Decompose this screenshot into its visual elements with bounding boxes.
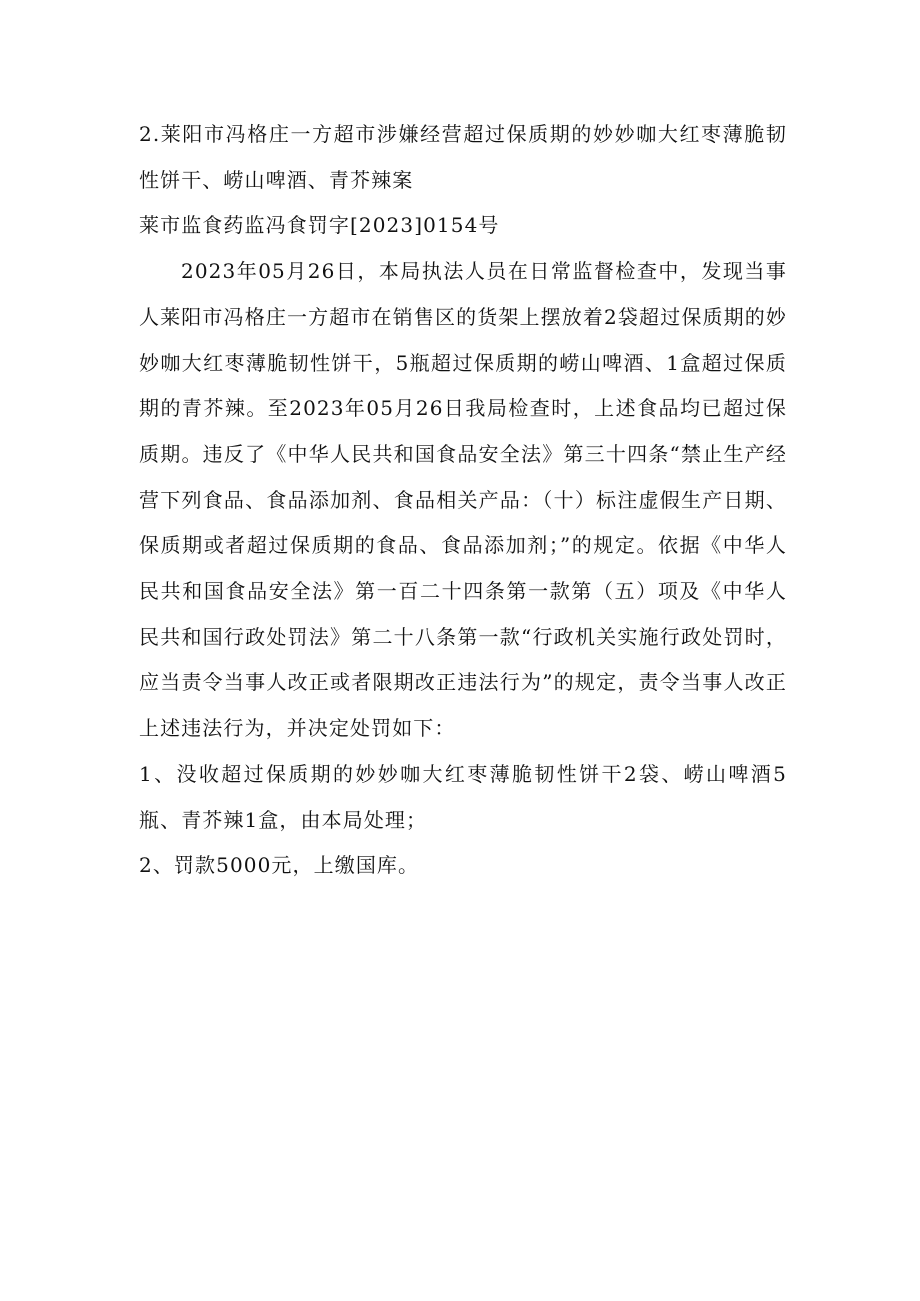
- document-body: [139, 112, 787, 889]
- case-title: 2.莱阳市冯格庄一方超市涉嫌经营超过保质期的妙妙咖大红枣薄脆韧性饼干、崂山啤酒、青芥辣案: [139, 122, 787, 192]
- case-description-paragraph: 2023年05月26日，本局执法人员在日常监督检查中，发现当事人莱阳市冯格庄一方超市在销售区的货架上摆放着2袋超过保质期的妙妙咖大红枣薄脆韧性饼干，5瓶超过保质期的崂山啤酒、1盒超过保质期的青芥辣。至2023年05月26日我局检查时，上述食品均已超过保质期。违反了《中华人民共和国食品安全法》第三十四条“禁止生产经营下列食品、食品添加剂、食品相关产品：（十）标注虚假生产日期、保质期或者超过保质期的食品、食品添加剂；”的规定。依据《中华人民共和国食品安全法》第一百二十四条第一款第（五）项及《中华人民共和国行政处罚法》第二十八条第一款“行政机关实施行政处罚时，应当责令当事人改正或者限期改正违法行为”的规定，责令当事人改正上述违法行为，并决定处罚如下：: [139, 259, 787, 741]
- penalty-item-1: 1、没收超过保质期的妙妙咖大红枣薄脆韧性饼干2袋、崂山啤酒5瓶、青芥辣1盒，由本局处理；: [139, 761, 787, 832]
- document-number: 莱市监食药监冯食罚字[2023]0154号: [139, 213, 500, 238]
- penalty-item-2: 2、罚款5000元，上缴国库。: [139, 853, 420, 878]
